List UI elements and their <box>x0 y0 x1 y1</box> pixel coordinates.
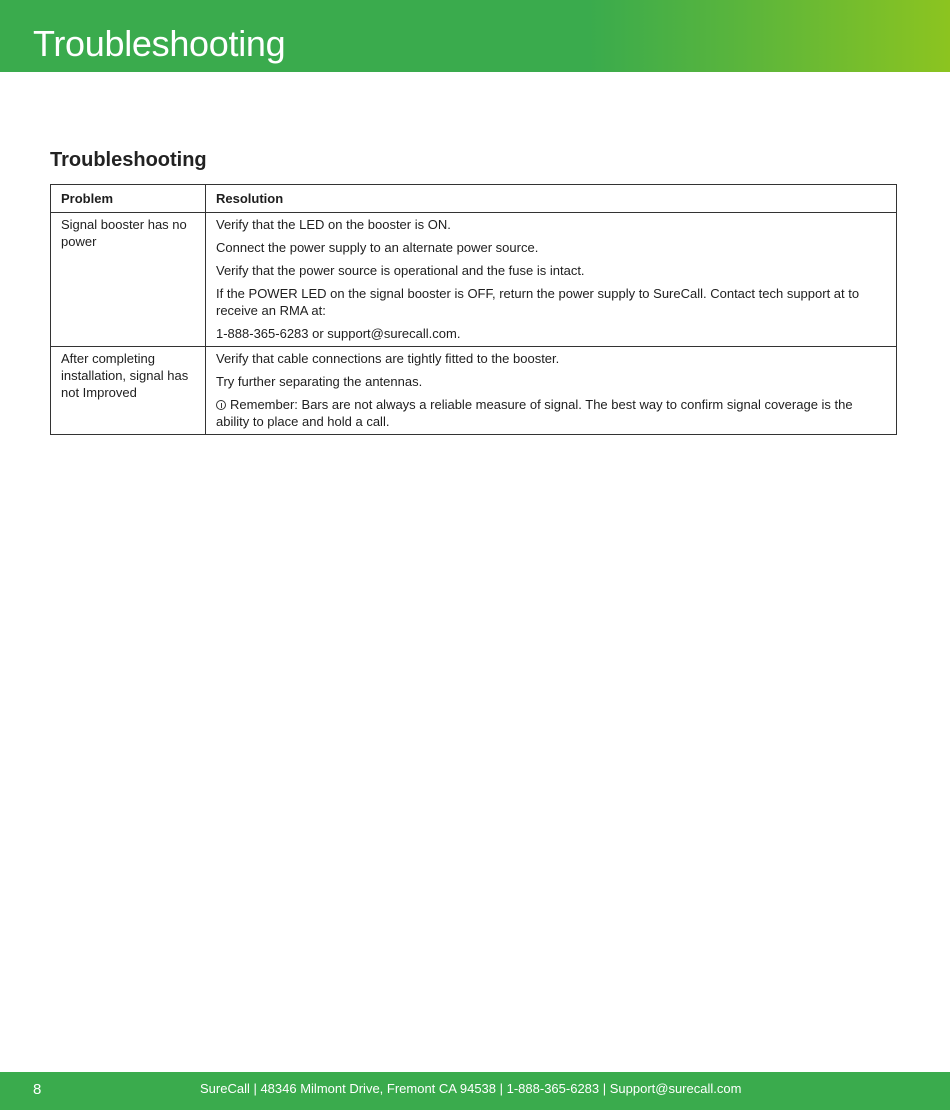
resolution-cell <box>206 347 897 435</box>
section-heading: Troubleshooting <box>50 149 207 171</box>
table-header-row <box>51 185 897 213</box>
column-header-resolution: Resolution <box>206 185 897 213</box>
resolution-cell <box>206 213 897 347</box>
table-row <box>51 213 897 347</box>
table-row <box>51 347 897 435</box>
resolution-step: 1-888-365-6283 or support@surecall.com. <box>216 326 461 341</box>
problem-cell: Signal booster has no power <box>51 213 206 347</box>
problem-cell: After completing installation, signal has not Improved <box>51 347 206 435</box>
resolution-step: Verify that the power source is operational and the fuse is intact. <box>216 263 585 278</box>
remember-note <box>216 396 886 430</box>
resolution-step: Verify that cable connections are tightly fitted to the booster. <box>216 351 560 366</box>
resolution-step: If the POWER LED on the signal booster is OFF, return the power supply to SureCall. Contact tech support at to receive an RMA at: <box>216 286 860 318</box>
info-icon <box>216 400 226 410</box>
resolution-step: Connect the power supply to an alternate power source. <box>216 240 539 255</box>
page-number: 8 <box>33 1081 42 1098</box>
remember-note-text: Remember: Bars are not always a reliable measure of signal. The best way to confirm signal coverage is the ability to place and hold a call. <box>216 397 853 429</box>
column-header-problem: Problem <box>51 185 206 213</box>
resolution-step: Verify that the LED on the booster is ON. <box>216 217 451 232</box>
footer-contact-text: SureCall | 48346 Milmont Drive, Fremont CA 94538 | 1-888-365-6283 | Support@surecall.com <box>200 1081 742 1096</box>
troubleshooting-table <box>50 184 897 435</box>
page-title: Troubleshooting <box>33 23 286 64</box>
resolution-step: Try further separating the antennas. <box>216 374 423 389</box>
